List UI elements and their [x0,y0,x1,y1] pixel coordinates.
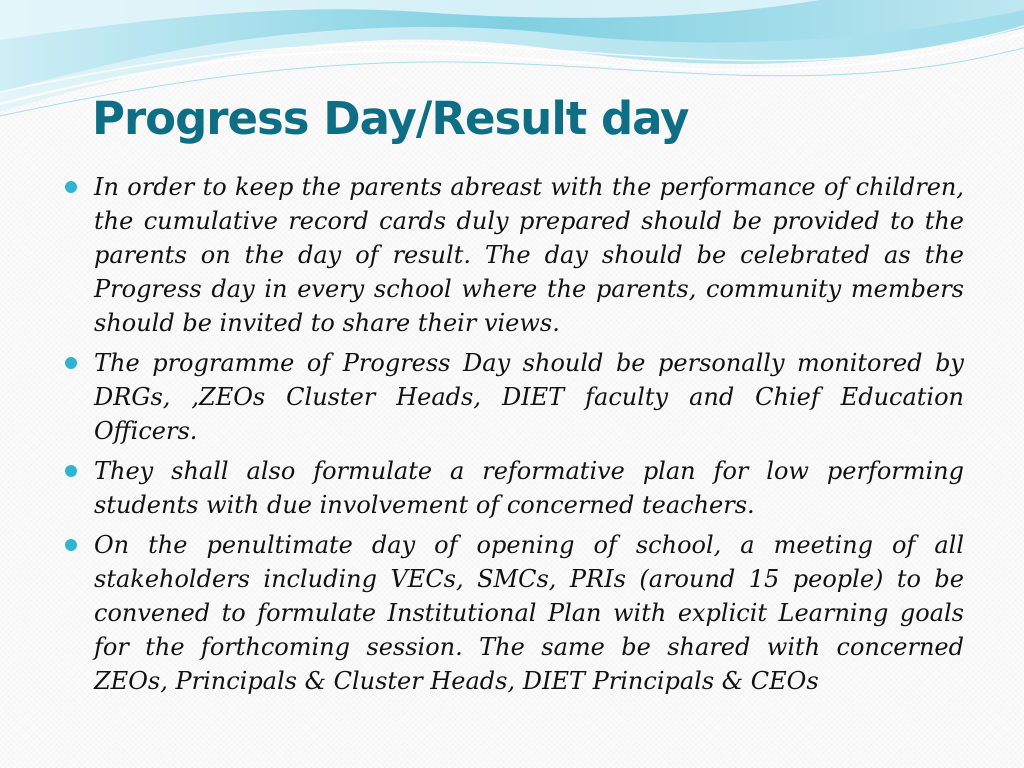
bullet-item-monitoring [62,346,964,448]
bullet-text: In order to keep the parents abreast with the performance of children, the cumulative record cards duly prepared should be provided to the parents on the day of result. The day should be celebrated as the Progress day in every school where the parents, community members should be invited to share their views. [94,173,964,337]
bullet-dot-icon [65,465,77,477]
bullet-item-parents-record-cards [62,170,964,340]
bullet-dot-icon [65,181,77,193]
slide-title: Progress Day/Result day [92,92,689,145]
bullet-item-reformative-plan [62,454,964,522]
bullet-list [62,170,964,704]
bullet-dot-icon [65,539,77,551]
bullet-item-stakeholder-meeting [62,528,964,698]
bullet-dot-icon [65,357,77,369]
bullet-text: The programme of Progress Day should be personally monitored by DRGs, ,ZEOs Cluster Heads, DIET faculty and Chief Education Officers. [94,349,964,445]
bullet-text: They shall also formulate a reformative plan for low performing students with due involvement of concerned teachers. [94,457,964,519]
bullet-text: On the penultimate day of opening of school, a meeting of all stakeholders including VECs, SMCs, PRIs (around 15 people) to be convened to formulate Institutional Plan with explicit Learning goals for the forthcoming session. The same be shared with concerned ZEOs, Principals & Cluster Heads, DIET Principals & CEOs [94,531,964,695]
